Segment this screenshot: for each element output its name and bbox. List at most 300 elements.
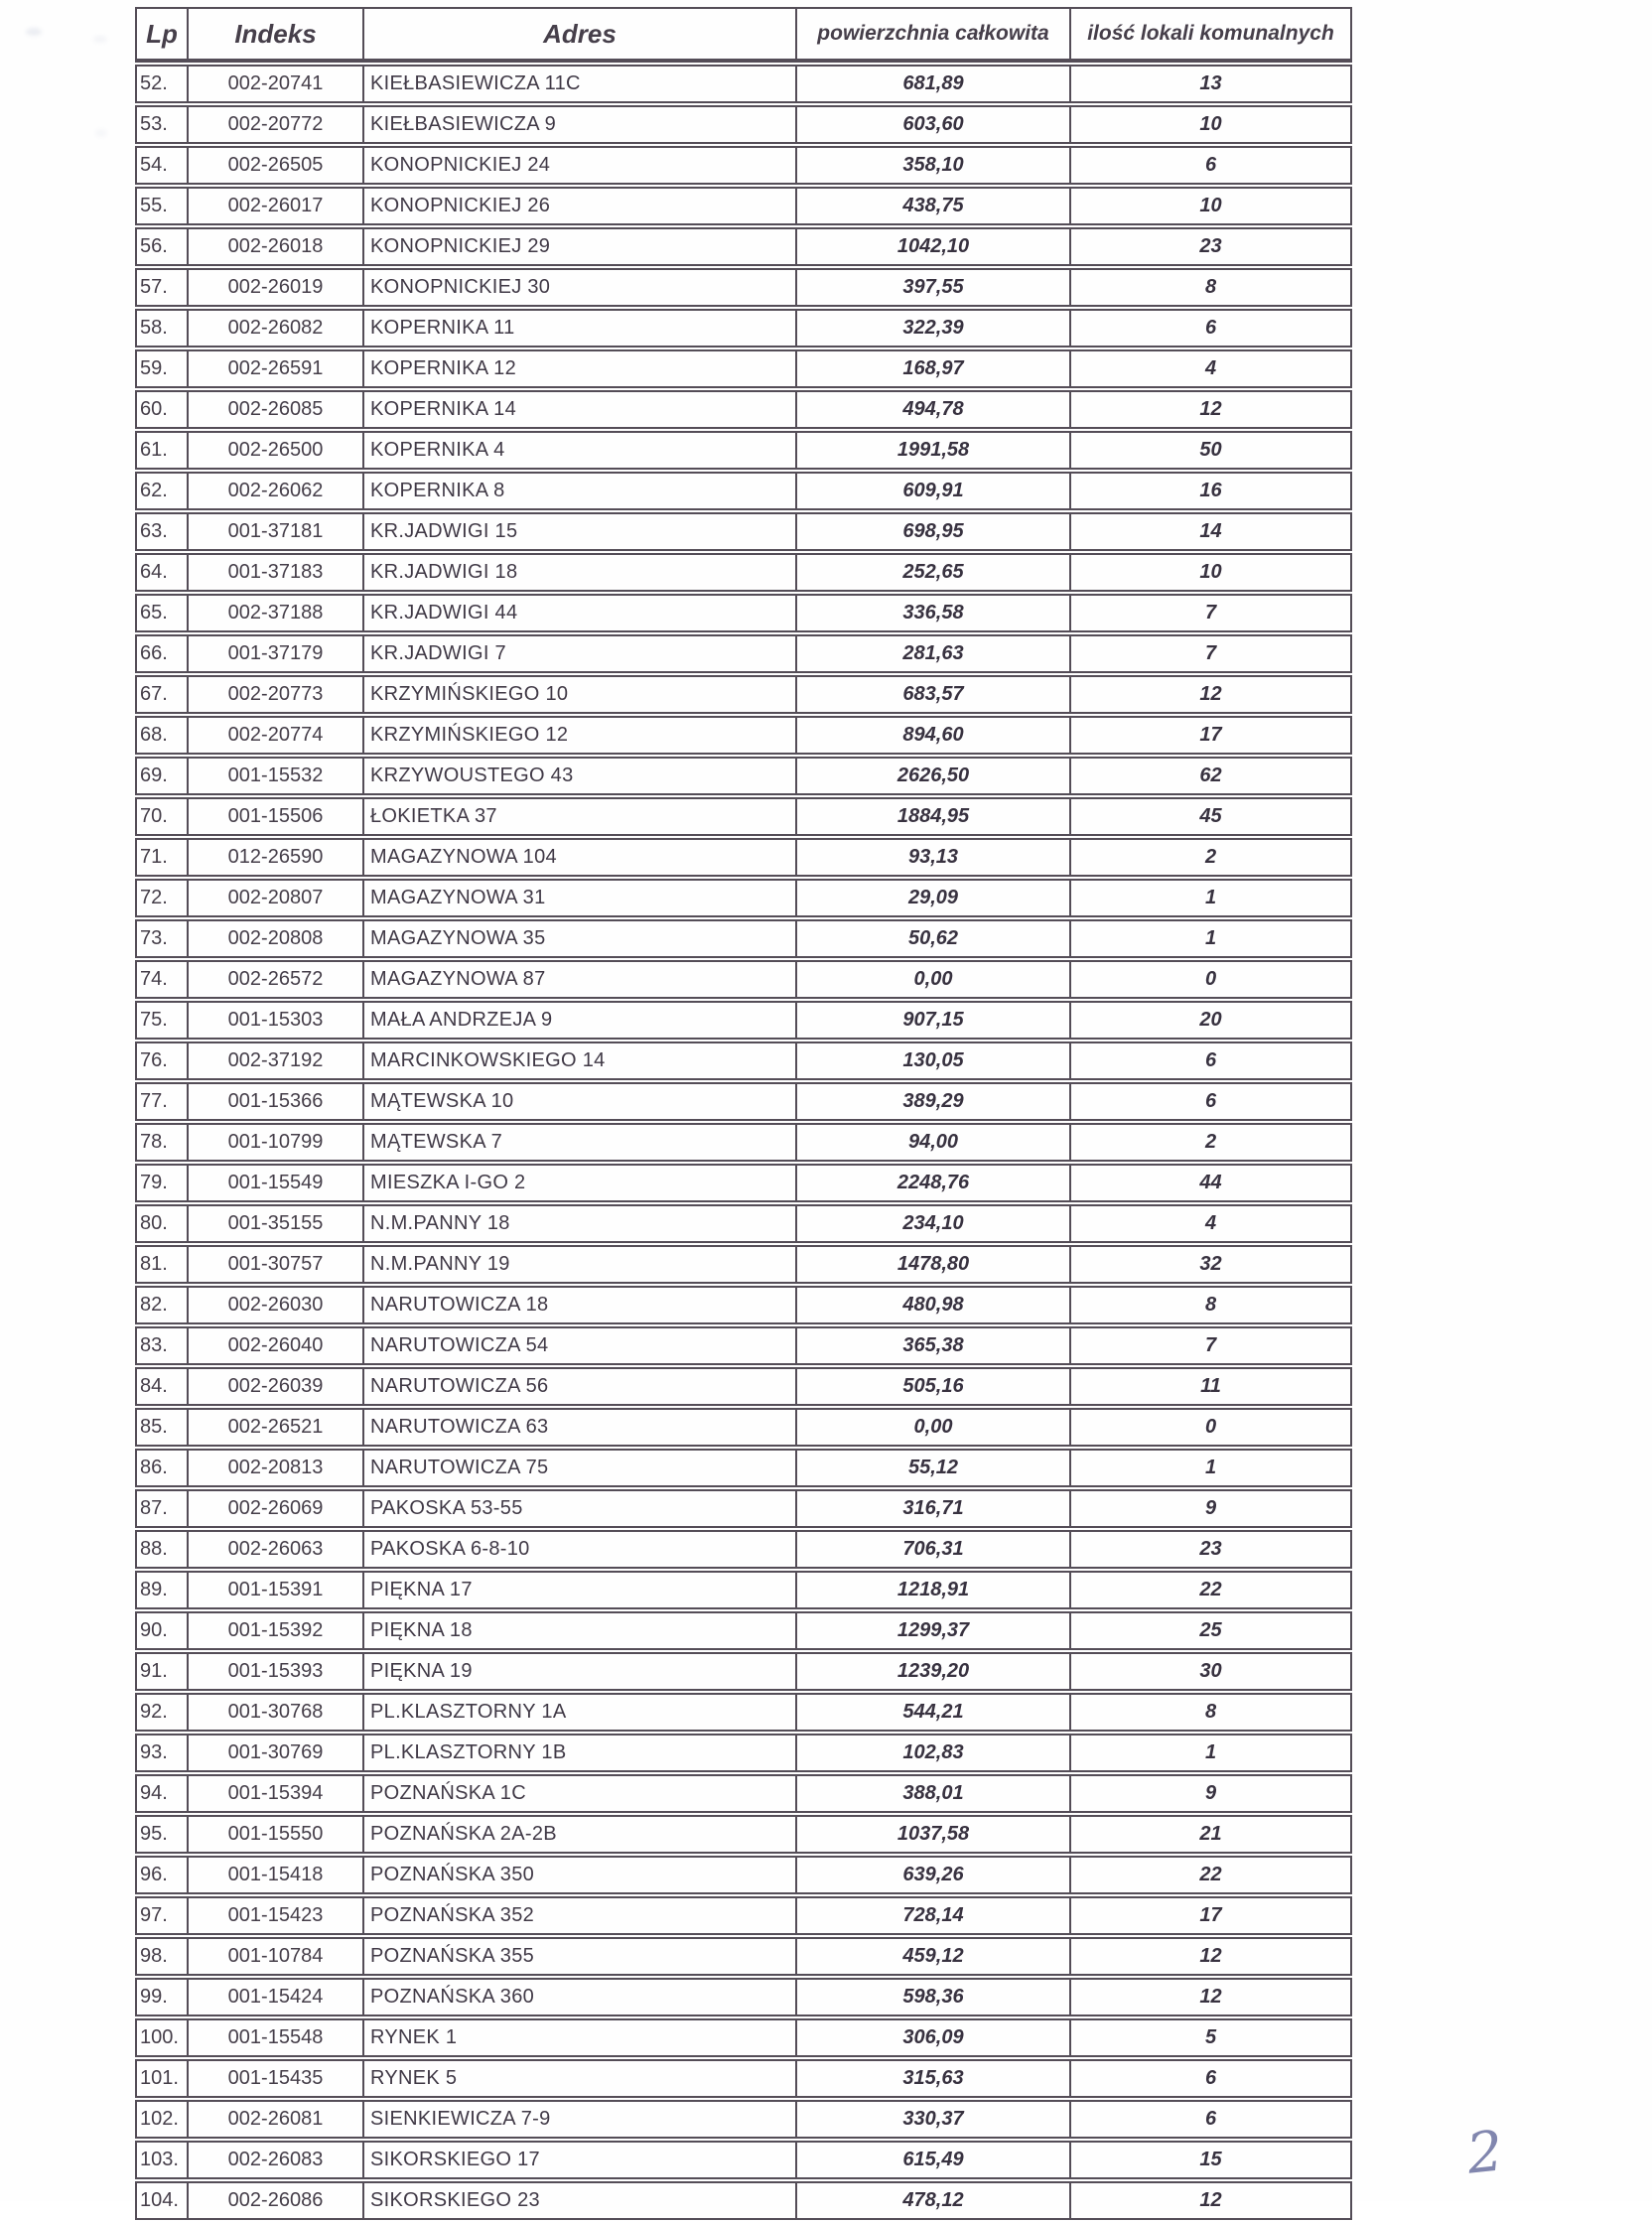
ilosc-cell: 8	[1070, 1286, 1352, 1324]
table-row	[135, 227, 1352, 266]
powierzchnia-cell: 330,37	[796, 2100, 1070, 2139]
table-row	[135, 960, 1352, 999]
table-row	[135, 1245, 1352, 1284]
lp-cell: 78.	[135, 1123, 188, 1162]
adres-cell: SIKORSKIEGO 17	[363, 2141, 796, 2179]
indeks-cell: 002-26030	[188, 1286, 363, 1324]
adres-cell: N.M.PANNY 18	[363, 1204, 796, 1243]
powierzchnia-cell: 281,63	[796, 634, 1070, 673]
indeks-cell: 001-15393	[188, 1652, 363, 1691]
table-row	[135, 1408, 1352, 1447]
column-header-lp: Lp	[135, 7, 188, 63]
communal-housing-table	[135, 5, 1352, 2222]
indeks-cell: 002-26083	[188, 2141, 363, 2179]
ilosc-cell: 7	[1070, 594, 1352, 632]
table-row	[135, 1042, 1352, 1080]
adres-cell: PIĘKNA 18	[363, 1611, 796, 1650]
adres-cell: KR.JADWIGI 15	[363, 512, 796, 551]
powierzchnia-cell: 544,21	[796, 1693, 1070, 1732]
indeks-cell: 001-15391	[188, 1571, 363, 1609]
ilosc-cell: 8	[1070, 268, 1352, 307]
powierzchnia-cell: 358,10	[796, 146, 1070, 185]
adres-cell: NARUTOWICZA 63	[363, 1408, 796, 1447]
lp-cell: 65.	[135, 594, 188, 632]
table-row	[135, 1734, 1352, 1772]
table-row	[135, 349, 1352, 388]
indeks-cell: 002-20773	[188, 675, 363, 714]
adres-cell: KIEŁBASIEWICZA 11C	[363, 65, 796, 103]
adres-cell: MĄTEWSKA 7	[363, 1123, 796, 1162]
ilosc-cell: 6	[1070, 309, 1352, 347]
powierzchnia-cell: 494,78	[796, 390, 1070, 429]
table-row	[135, 1815, 1352, 1854]
lp-cell: 90.	[135, 1611, 188, 1650]
ilosc-cell: 2	[1070, 838, 1352, 877]
ilosc-cell: 16	[1070, 472, 1352, 510]
ilosc-cell: 2	[1070, 1123, 1352, 1162]
indeks-cell: 002-26069	[188, 1489, 363, 1528]
adres-cell: KOPERNIKA 11	[363, 309, 796, 347]
indeks-cell: 002-26082	[188, 309, 363, 347]
powierzchnia-cell: 603,60	[796, 105, 1070, 144]
table-row	[135, 2100, 1352, 2139]
ilosc-cell: 12	[1070, 2181, 1352, 2220]
powierzchnia-cell: 316,71	[796, 1489, 1070, 1528]
adres-cell: SIKORSKIEGO 23	[363, 2181, 796, 2220]
lp-cell: 73.	[135, 919, 188, 958]
ilosc-cell: 25	[1070, 1611, 1352, 1650]
adres-cell: SIENKIEWICZA 7-9	[363, 2100, 796, 2139]
ilosc-cell: 17	[1070, 1896, 1352, 1935]
ilosc-cell: 10	[1070, 187, 1352, 225]
indeks-cell: 001-30769	[188, 1734, 363, 1772]
lp-cell: 99.	[135, 1978, 188, 2016]
table-row	[135, 1164, 1352, 1202]
indeks-cell: 001-30768	[188, 1693, 363, 1732]
lp-cell: 83.	[135, 1326, 188, 1365]
powierzchnia-cell: 336,58	[796, 594, 1070, 632]
table-row	[135, 1774, 1352, 1813]
adres-cell: KONOPNICKIEJ 30	[363, 268, 796, 307]
powierzchnia-cell: 388,01	[796, 1774, 1070, 1813]
ilosc-cell: 4	[1070, 1204, 1352, 1243]
adres-cell: N.M.PANNY 19	[363, 1245, 796, 1284]
indeks-cell: 001-15548	[188, 2018, 363, 2057]
indeks-cell: 001-15423	[188, 1896, 363, 1935]
powierzchnia-cell: 168,97	[796, 349, 1070, 388]
adres-cell: POZNAŃSKA 352	[363, 1896, 796, 1935]
ilosc-cell: 12	[1070, 675, 1352, 714]
lp-cell: 76.	[135, 1042, 188, 1080]
indeks-cell: 001-15394	[188, 1774, 363, 1813]
adres-cell: PIĘKNA 19	[363, 1652, 796, 1691]
indeks-cell: 001-37183	[188, 553, 363, 592]
lp-cell: 68.	[135, 716, 188, 755]
indeks-cell: 001-15366	[188, 1082, 363, 1121]
adres-cell: KR.JADWIGI 18	[363, 553, 796, 592]
adres-cell: PL.KLASZTORNY 1A	[363, 1693, 796, 1732]
adres-cell: KRZYWOUSTEGO 43	[363, 757, 796, 795]
adres-cell: RYNEK 5	[363, 2059, 796, 2098]
indeks-cell: 001-15424	[188, 1978, 363, 2016]
ilosc-cell: 6	[1070, 146, 1352, 185]
adres-cell: MAGAZYNOWA 87	[363, 960, 796, 999]
ilosc-cell: 50	[1070, 431, 1352, 470]
powierzchnia-cell: 907,15	[796, 1001, 1070, 1040]
table-row	[135, 716, 1352, 755]
lp-cell: 81.	[135, 1245, 188, 1284]
powierzchnia-cell: 1884,95	[796, 797, 1070, 836]
lp-cell: 89.	[135, 1571, 188, 1609]
adres-cell: POZNAŃSKA 1C	[363, 1774, 796, 1813]
adres-cell: MIESZKA I-GO 2	[363, 1164, 796, 1202]
ilosc-cell: 8	[1070, 1693, 1352, 1732]
powierzchnia-cell: 322,39	[796, 309, 1070, 347]
adres-cell: MAGAZYNOWA 31	[363, 879, 796, 917]
indeks-cell: 002-37188	[188, 594, 363, 632]
indeks-cell: 001-15303	[188, 1001, 363, 1040]
indeks-cell: 001-10784	[188, 1937, 363, 1976]
adres-cell: KOPERNIKA 12	[363, 349, 796, 388]
lp-cell: 52.	[135, 65, 188, 103]
indeks-cell: 002-26017	[188, 187, 363, 225]
lp-cell: 91.	[135, 1652, 188, 1691]
lp-cell: 100.	[135, 2018, 188, 2057]
table-row	[135, 1326, 1352, 1365]
lp-cell: 84.	[135, 1367, 188, 1406]
scan-artifact	[26, 28, 42, 36]
adres-cell: PAKOSKA 53-55	[363, 1489, 796, 1528]
powierzchnia-cell: 459,12	[796, 1937, 1070, 1976]
adres-cell: NARUTOWICZA 18	[363, 1286, 796, 1324]
powierzchnia-cell: 389,29	[796, 1082, 1070, 1121]
ilosc-cell: 6	[1070, 2059, 1352, 2098]
indeks-cell: 001-15418	[188, 1856, 363, 1894]
adres-cell: KR.JADWIGI 7	[363, 634, 796, 673]
ilosc-cell: 4	[1070, 349, 1352, 388]
ilosc-cell: 1	[1070, 1734, 1352, 1772]
indeks-cell: 001-15506	[188, 797, 363, 836]
powierzchnia-cell: 365,38	[796, 1326, 1070, 1365]
adres-cell: PL.KLASZTORNY 1B	[363, 1734, 796, 1772]
lp-cell: 93.	[135, 1734, 188, 1772]
adres-cell: KONOPNICKIEJ 26	[363, 187, 796, 225]
ilosc-cell: 1	[1070, 1449, 1352, 1487]
table-row	[135, 1571, 1352, 1609]
ilosc-cell: 30	[1070, 1652, 1352, 1691]
powierzchnia-cell: 505,16	[796, 1367, 1070, 1406]
indeks-cell: 002-26081	[188, 2100, 363, 2139]
lp-cell: 74.	[135, 960, 188, 999]
table-row	[135, 1123, 1352, 1162]
adres-cell: RYNEK 1	[363, 2018, 796, 2057]
ilosc-cell: 62	[1070, 757, 1352, 795]
powierzchnia-cell: 894,60	[796, 716, 1070, 755]
powierzchnia-cell: 728,14	[796, 1896, 1070, 1935]
lp-cell: 85.	[135, 1408, 188, 1447]
adres-cell: KIEŁBASIEWICZA 9	[363, 105, 796, 144]
adres-cell: KONOPNICKIEJ 24	[363, 146, 796, 185]
table-row	[135, 1937, 1352, 1976]
ilosc-cell: 13	[1070, 65, 1352, 103]
table-row	[135, 1978, 1352, 2016]
ilosc-cell: 45	[1070, 797, 1352, 836]
powierzchnia-cell: 480,98	[796, 1286, 1070, 1324]
adres-cell: MAGAZYNOWA 104	[363, 838, 796, 877]
adres-cell: KOPERNIKA 14	[363, 390, 796, 429]
column-header-powierzchnia: powierzchnia całkowita	[796, 7, 1070, 63]
powierzchnia-cell: 93,13	[796, 838, 1070, 877]
indeks-cell: 001-15392	[188, 1611, 363, 1650]
lp-cell: 75.	[135, 1001, 188, 1040]
table-row	[135, 1530, 1352, 1569]
powierzchnia-cell: 0,00	[796, 1408, 1070, 1447]
powierzchnia-cell: 1991,58	[796, 431, 1070, 470]
table-row	[135, 879, 1352, 917]
indeks-cell: 001-37179	[188, 634, 363, 673]
table-row	[135, 65, 1352, 103]
adres-cell: KRZYMIŃSKIEGO 10	[363, 675, 796, 714]
ilosc-cell: 6	[1070, 1082, 1352, 1121]
table-row	[135, 309, 1352, 347]
adres-cell: POZNAŃSKA 2A-2B	[363, 1815, 796, 1854]
ilosc-cell: 14	[1070, 512, 1352, 551]
lp-cell: 86.	[135, 1449, 188, 1487]
indeks-cell: 001-15549	[188, 1164, 363, 1202]
table-row	[135, 1449, 1352, 1487]
indeks-cell: 002-20772	[188, 105, 363, 144]
adres-cell: NARUTOWICZA 75	[363, 1449, 796, 1487]
lp-cell: 80.	[135, 1204, 188, 1243]
handwritten-page-number: 2	[1463, 2119, 1506, 2187]
ilosc-cell: 22	[1070, 1856, 1352, 1894]
indeks-cell: 002-26505	[188, 146, 363, 185]
lp-cell: 103.	[135, 2141, 188, 2179]
powierzchnia-cell: 102,83	[796, 1734, 1070, 1772]
indeks-cell: 002-37192	[188, 1042, 363, 1080]
indeks-cell: 001-35155	[188, 1204, 363, 1243]
lp-cell: 55.	[135, 187, 188, 225]
table-row	[135, 1082, 1352, 1121]
scan-artifact	[93, 36, 107, 43]
lp-cell: 77.	[135, 1082, 188, 1121]
powierzchnia-cell: 478,12	[796, 2181, 1070, 2220]
powierzchnia-cell: 438,75	[796, 187, 1070, 225]
indeks-cell: 001-15550	[188, 1815, 363, 1854]
indeks-cell: 002-26085	[188, 390, 363, 429]
powierzchnia-cell: 639,26	[796, 1856, 1070, 1894]
lp-cell: 95.	[135, 1815, 188, 1854]
indeks-cell: 001-30757	[188, 1245, 363, 1284]
powierzchnia-cell: 29,09	[796, 879, 1070, 917]
lp-cell: 94.	[135, 1774, 188, 1813]
lp-cell: 60.	[135, 390, 188, 429]
ilosc-cell: 44	[1070, 1164, 1352, 1202]
indeks-cell: 002-26521	[188, 1408, 363, 1447]
ilosc-cell: 12	[1070, 1937, 1352, 1976]
column-header-adres: Adres	[363, 7, 796, 63]
table-row	[135, 2059, 1352, 2098]
adres-cell: KONOPNICKIEJ 29	[363, 227, 796, 266]
adres-cell: KOPERNIKA 4	[363, 431, 796, 470]
ilosc-cell: 22	[1070, 1571, 1352, 1609]
powierzchnia-cell: 397,55	[796, 268, 1070, 307]
ilosc-cell: 12	[1070, 390, 1352, 429]
indeks-cell: 002-26086	[188, 2181, 363, 2220]
indeks-cell: 002-26062	[188, 472, 363, 510]
table-row	[135, 1489, 1352, 1528]
indeks-cell: 002-26063	[188, 1530, 363, 1569]
ilosc-cell: 6	[1070, 1042, 1352, 1080]
ilosc-cell: 21	[1070, 1815, 1352, 1854]
indeks-cell: 001-15532	[188, 757, 363, 795]
table-row	[135, 838, 1352, 877]
ilosc-cell: 6	[1070, 2100, 1352, 2139]
adres-cell: NARUTOWICZA 56	[363, 1367, 796, 1406]
lp-cell: 102.	[135, 2100, 188, 2139]
table-row	[135, 797, 1352, 836]
table-row	[135, 594, 1352, 632]
lp-cell: 63.	[135, 512, 188, 551]
ilosc-cell: 10	[1070, 105, 1352, 144]
table-row	[135, 1896, 1352, 1935]
adres-cell: MĄTEWSKA 10	[363, 1082, 796, 1121]
powierzchnia-cell: 1218,91	[796, 1571, 1070, 1609]
ilosc-cell: 0	[1070, 960, 1352, 999]
table-row	[135, 2018, 1352, 2057]
lp-cell: 62.	[135, 472, 188, 510]
indeks-cell: 002-20813	[188, 1449, 363, 1487]
table-header	[135, 7, 1352, 63]
table-row	[135, 187, 1352, 225]
lp-cell: 98.	[135, 1937, 188, 1976]
adres-cell: KOPERNIKA 8	[363, 472, 796, 510]
indeks-cell: 002-20807	[188, 879, 363, 917]
adres-cell: MARCINKOWSKIEGO 14	[363, 1042, 796, 1080]
ilosc-cell: 12	[1070, 1978, 1352, 2016]
powierzchnia-cell: 55,12	[796, 1449, 1070, 1487]
lp-cell: 101.	[135, 2059, 188, 2098]
powierzchnia-cell: 50,62	[796, 919, 1070, 958]
powierzchnia-cell: 1478,80	[796, 1245, 1070, 1284]
lp-cell: 61.	[135, 431, 188, 470]
scan-artifact	[95, 129, 107, 137]
powierzchnia-cell: 1239,20	[796, 1652, 1070, 1691]
powierzchnia-cell: 306,09	[796, 2018, 1070, 2057]
lp-cell: 66.	[135, 634, 188, 673]
lp-cell: 88.	[135, 1530, 188, 1569]
lp-cell: 59.	[135, 349, 188, 388]
powierzchnia-cell: 615,49	[796, 2141, 1070, 2179]
powierzchnia-cell: 1042,10	[796, 227, 1070, 266]
table-row	[135, 1204, 1352, 1243]
powierzchnia-cell: 2626,50	[796, 757, 1070, 795]
powierzchnia-cell: 1037,58	[796, 1815, 1070, 1854]
table-row	[135, 675, 1352, 714]
powierzchnia-cell: 698,95	[796, 512, 1070, 551]
lp-cell: 82.	[135, 1286, 188, 1324]
adres-cell: POZNAŃSKA 350	[363, 1856, 796, 1894]
table-row	[135, 105, 1352, 144]
lp-cell: 70.	[135, 797, 188, 836]
lp-cell: 96.	[135, 1856, 188, 1894]
ilosc-cell: 10	[1070, 553, 1352, 592]
ilosc-cell: 9	[1070, 1489, 1352, 1528]
powierzchnia-cell: 683,57	[796, 675, 1070, 714]
table-row	[135, 1693, 1352, 1732]
indeks-cell: 001-15435	[188, 2059, 363, 2098]
ilosc-cell: 20	[1070, 1001, 1352, 1040]
table-row	[135, 1367, 1352, 1406]
powierzchnia-cell: 94,00	[796, 1123, 1070, 1162]
table-row	[135, 1856, 1352, 1894]
ilosc-cell: 0	[1070, 1408, 1352, 1447]
powierzchnia-cell: 1299,37	[796, 1611, 1070, 1650]
ilosc-cell: 15	[1070, 2141, 1352, 2179]
table-row	[135, 512, 1352, 551]
table-row	[135, 1286, 1352, 1324]
column-header-indeks: Indeks	[188, 7, 363, 63]
lp-cell: 64.	[135, 553, 188, 592]
ilosc-cell: 1	[1070, 879, 1352, 917]
adres-cell: PIĘKNA 17	[363, 1571, 796, 1609]
lp-cell: 87.	[135, 1489, 188, 1528]
table-row	[135, 2141, 1352, 2179]
adres-cell: ŁOKIETKA 37	[363, 797, 796, 836]
powierzchnia-cell: 2248,76	[796, 1164, 1070, 1202]
adres-cell: MAŁA ANDRZEJA 9	[363, 1001, 796, 1040]
indeks-cell: 002-26019	[188, 268, 363, 307]
lp-cell: 54.	[135, 146, 188, 185]
ilosc-cell: 5	[1070, 2018, 1352, 2057]
column-header-ilosc: ilość lokali komunalnych	[1070, 7, 1352, 63]
indeks-cell: 002-26591	[188, 349, 363, 388]
lp-cell: 67.	[135, 675, 188, 714]
indeks-cell: 002-20808	[188, 919, 363, 958]
table-body	[135, 65, 1352, 2220]
powierzchnia-cell: 315,63	[796, 2059, 1070, 2098]
ilosc-cell: 9	[1070, 1774, 1352, 1813]
powierzchnia-cell: 130,05	[796, 1042, 1070, 1080]
lp-cell: 79.	[135, 1164, 188, 1202]
table-row	[135, 390, 1352, 429]
header-row	[135, 7, 1352, 63]
table-row	[135, 146, 1352, 185]
lp-cell: 57.	[135, 268, 188, 307]
indeks-cell: 002-26039	[188, 1367, 363, 1406]
ilosc-cell: 7	[1070, 1326, 1352, 1365]
lp-cell: 92.	[135, 1693, 188, 1732]
indeks-cell: 002-26572	[188, 960, 363, 999]
lp-cell: 53.	[135, 105, 188, 144]
powierzchnia-cell: 706,31	[796, 1530, 1070, 1569]
powierzchnia-cell: 252,65	[796, 553, 1070, 592]
adres-cell: PAKOSKA 6-8-10	[363, 1530, 796, 1569]
powierzchnia-cell: 598,36	[796, 1978, 1070, 2016]
indeks-cell: 002-26040	[188, 1326, 363, 1365]
table-row	[135, 268, 1352, 307]
table-row	[135, 472, 1352, 510]
adres-cell: KRZYMIŃSKIEGO 12	[363, 716, 796, 755]
powierzchnia-cell: 681,89	[796, 65, 1070, 103]
table-row	[135, 1001, 1352, 1040]
lp-cell: 58.	[135, 309, 188, 347]
ilosc-cell: 32	[1070, 1245, 1352, 1284]
ilosc-cell: 23	[1070, 227, 1352, 266]
ilosc-cell: 7	[1070, 634, 1352, 673]
table-row	[135, 553, 1352, 592]
indeks-cell: 002-20741	[188, 65, 363, 103]
